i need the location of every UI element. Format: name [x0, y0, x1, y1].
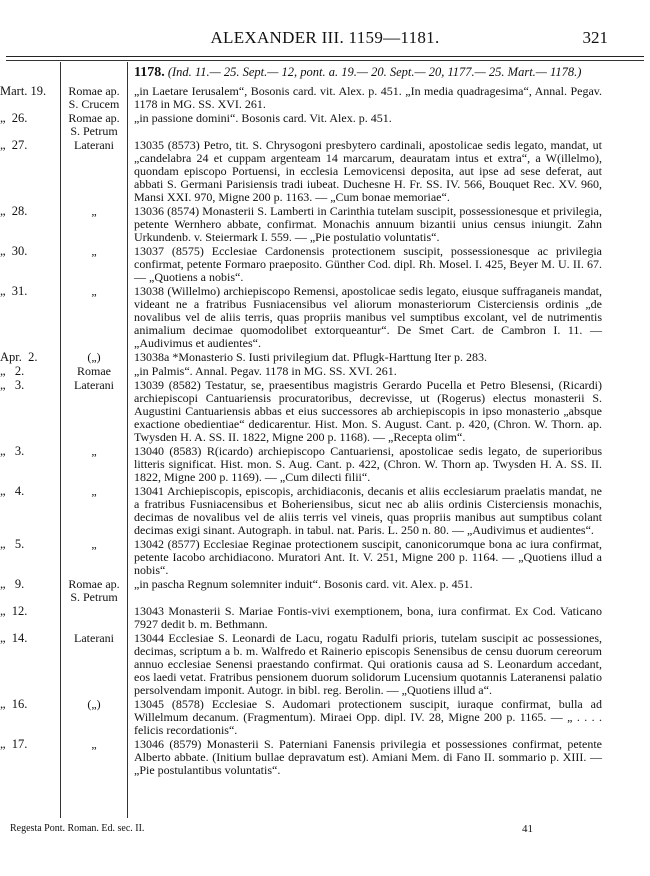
row-text: 13040 (8583) R(icardo) archiepiscopo Cantuariensi, apostolicae sedis legato, de superioribus litteris significat. Hist. mon. S. Aug. Cant. p. 422, (Chron. W. Thorn ap. Twysden H. A. SS. II. 1822, Migne 200 p. 1169). — „Cum dilecti filii“.	[134, 444, 605, 485]
footer-source: Regesta Pont. Roman. Ed. sec. II.	[10, 823, 145, 834]
column-divider-place	[127, 62, 128, 818]
row-date: „ 27.	[0, 138, 28, 152]
row-place: „	[91, 204, 97, 218]
row-place: „	[91, 484, 97, 498]
row-place: („)	[87, 697, 101, 711]
row-text: 13043 Monasterii S. Mariae Fontis-vivi exemptionem, bona, iura confirmat. Ex Cod. Vaticano 7927 dedit b. m. Bethmann.	[134, 604, 605, 632]
row-place: Laterani	[74, 631, 114, 645]
row-date: „ 26.	[0, 111, 28, 125]
row-date: „ 2.	[0, 364, 25, 378]
row-date: „ 16.	[0, 697, 28, 711]
row-place: „	[91, 284, 97, 298]
header-rule-thick	[6, 56, 644, 57]
row-place: Laterani	[74, 138, 114, 152]
year-indiction: (Ind. 11.— 25. Sept.— 12, pont. a. 19.— 20. Sept.— 20, 1177.— 25. Mart.— 1178.)	[167, 65, 582, 79]
year-heading	[134, 66, 602, 79]
running-title: ALEXANDER III. 1159—1181.	[210, 28, 440, 47]
row-text: 13035 (8573) Petro, tit. S. Chrysogoni presbytero cardinali, apostolicae sedis legato, mandat, ut „candelabra 24 et cuppam argenteam 14 marcarum, deauratam intus et extra“, a W(illelmo), quondam episcopo Portuensi, in ecclesia Lemovicensi deposita, aut ipse ad sese deferat, aut abbati S. Germani Parisiensis tradi iubeat. Duchesne H. Fr. SS. IV. 566, Bouquet Rec. XV. 960, Mansi XXI. 970, Migne 200 p. 1163. — „Cum bonae memoriae“.	[134, 138, 605, 205]
row-text: „in Palmis“. Annal. Pegav. 1178 in MG. SS. XVI. 261.	[134, 364, 397, 378]
year-number: 1178.	[134, 65, 165, 80]
row-date: „ 12.	[0, 604, 28, 618]
column-divider-date	[60, 62, 61, 818]
signature-mark: 41	[522, 823, 533, 835]
row-place: Romae	[77, 364, 111, 378]
row-place: Laterani	[74, 378, 114, 392]
row-place: „	[91, 737, 97, 751]
row-text: 13038 (Willelmo) archiepiscopo Remensi, apostolicae sedis legato, eiusque suffraganeis mandat, videant ne a fratribus Fusniacensibus vel aliorum monasteriorum Cisterciensis ordinis „de novalibus vel de aliis terris, quas propriis manibus vel sumptibus excolant, vel de nutrimentis animalium decimae quomodolibet extorqueantur“. De Smet Cart. de Cambron I. 11. — „Audivimus et audientes“.	[134, 284, 605, 351]
row-text: 13037 (8575) Ecclesiae Cardonensis protectionem suscipit, possessionesque ac privilegia confirmat, petente Formaro praeposito. Günther Cod. dipl. Rh. Mosel. I. 425, Beyer M. U. II. 67. — „Quotiens a nobis“.	[134, 244, 605, 285]
page-number: 321	[582, 28, 608, 47]
row-text: „in Laetare Ierusalem“, Bosonis card. vit. Alex. p. 451. „In media quadragesima“, Annal. Pegav. 1178 in MG. SS. XVI. 261.	[134, 84, 605, 112]
row-text: 13036 (8574) Monasterii S. Lamberti in Carinthia tutelam suscipit, possessionesque et privilegia, petente Wernhero abbate, confirmat. Monachis annuum bizantii unius census iniungit. Zahn Urkundenb. v. Steiermark I. 559. — „Pie postulatio voluntatis“.	[134, 204, 605, 245]
row-text: 13038a *Monasterio S. Iusti privilegium dat. Pflugk-Harttung Iter p. 283.	[134, 350, 487, 364]
row-text: 13042 (8577) Ecclesiae Reginae protectionem suscipit, canonicorumque bona ac iura confirmat, petente Iacobo archidiacono. Muratori Ant. It. V. 251, Migne 200 p. 1164. — „Quotiens illud a nobis“.	[134, 537, 605, 578]
row-date: „ 3.	[0, 444, 25, 458]
row-date: „ 28.	[0, 204, 28, 218]
row-text: 13039 (8582) Testatur, se, praesentibus magistris Gerardo Pucella et Petro Blesensi, (Ricardi) archiepiscopi Cantuariensis procuratoribus, decrevisse, ut (Rogerus) electus monasterii S. Augustini Cantuariensis abbas et eius successores ab archiepiscopis in ipso monasterio „absque exactione obedientiae“ dedicarentur. Hist. Mon. S. August. Cant. p. 420, (Chron. W. Thorn. ap. Twysden H. A. SS. II. 1822, Migne 200 p. 1168). — „Recepta olim“.	[134, 378, 605, 445]
row-text: 13046 (8579) Monasterii S. Paterniani Fanensis privilegia et possessiones confirmat, petente Alberto abbate. (Initium bullae depravatum est). Amiani Mem. di Fano II. sommario p. XIII. — „Pie postulantibus voluntatis“.	[134, 737, 605, 778]
row-text: „in pascha Regnum solemniter induit“. Bosonis card. vit. Alex. p. 451.	[134, 577, 473, 591]
row-date: Mart. 19.	[0, 84, 47, 98]
row-date: „ 4.	[0, 484, 25, 498]
page-footer	[10, 823, 570, 834]
row-place: Romae ap. S. Petrum	[68, 111, 120, 138]
row-place: „	[91, 244, 97, 258]
row-date: „ 3.	[0, 378, 25, 392]
row-text: 13044 Ecclesiae S. Leonardi de Lacu, rogatu Radulfi prioris, tutelam suscipit ac possessiones, decimas, scriptum a b. m. Walfredo et Rainerio episcopis Senensibus de censu duorum cereorum annuo ecclesiae Senensi praestando confirmat. Qui orationis causa ad S. Leonardum accedant, eos laedi vetat. Fratribus pensionem duorum solidorum Lucensium quotannis Lateranensi palatio persolvendam imponit. Autogr. in bibl. reg. Berolin. — „Quotiens illud a“.	[134, 631, 605, 698]
header-rule-thin	[6, 60, 644, 61]
row-place: Romae ap. S. Crucem	[68, 84, 120, 111]
row-date: „ 14.	[0, 631, 28, 645]
row-text: 13045 (8578) Ecclesiae S. Audomari protectionem suscipit, iuraque confirmat, bulla ad Willelmum decanum. (Fragmentum). Miraei Opp. dipl. IV. 28, Migne 200 p. 1165. — „ . . . . felicis recordationis“.	[134, 697, 605, 738]
row-date: „ 17.	[0, 737, 28, 751]
row-date: „ 9.	[0, 577, 25, 591]
row-date: „ 5.	[0, 537, 25, 551]
row-place: „	[91, 537, 97, 551]
row-text: „in passione domini“. Bosonis card. Vit. Alex. p. 451.	[134, 111, 392, 125]
row-place: („)	[87, 350, 101, 364]
row-place: „	[91, 444, 97, 458]
running-header	[0, 28, 650, 50]
row-date: „ 31.	[0, 284, 28, 298]
row-date: Apr. 2.	[0, 350, 38, 364]
row-place: Romae ap. S. Petrum	[68, 577, 120, 604]
row-date: „ 30.	[0, 244, 28, 258]
row-text: 13041 Archiepiscopis, episcopis, archidiaconis, decanis et aliis ecclesiarum praelatis mandat, ne a fratribus Fusniacensibus et Boheriensibus, sicut nec ab aliis ordinis Cisterciensis monachis, decimas de novalibus vel de aliis terris vel vineis, quas propriis manibus aut sumptibus colant decimas exigi sinant. Autograph. in tabul. nat. Paris. L. 250 n. 80. — „Audivimus et audientes“.	[134, 484, 605, 538]
